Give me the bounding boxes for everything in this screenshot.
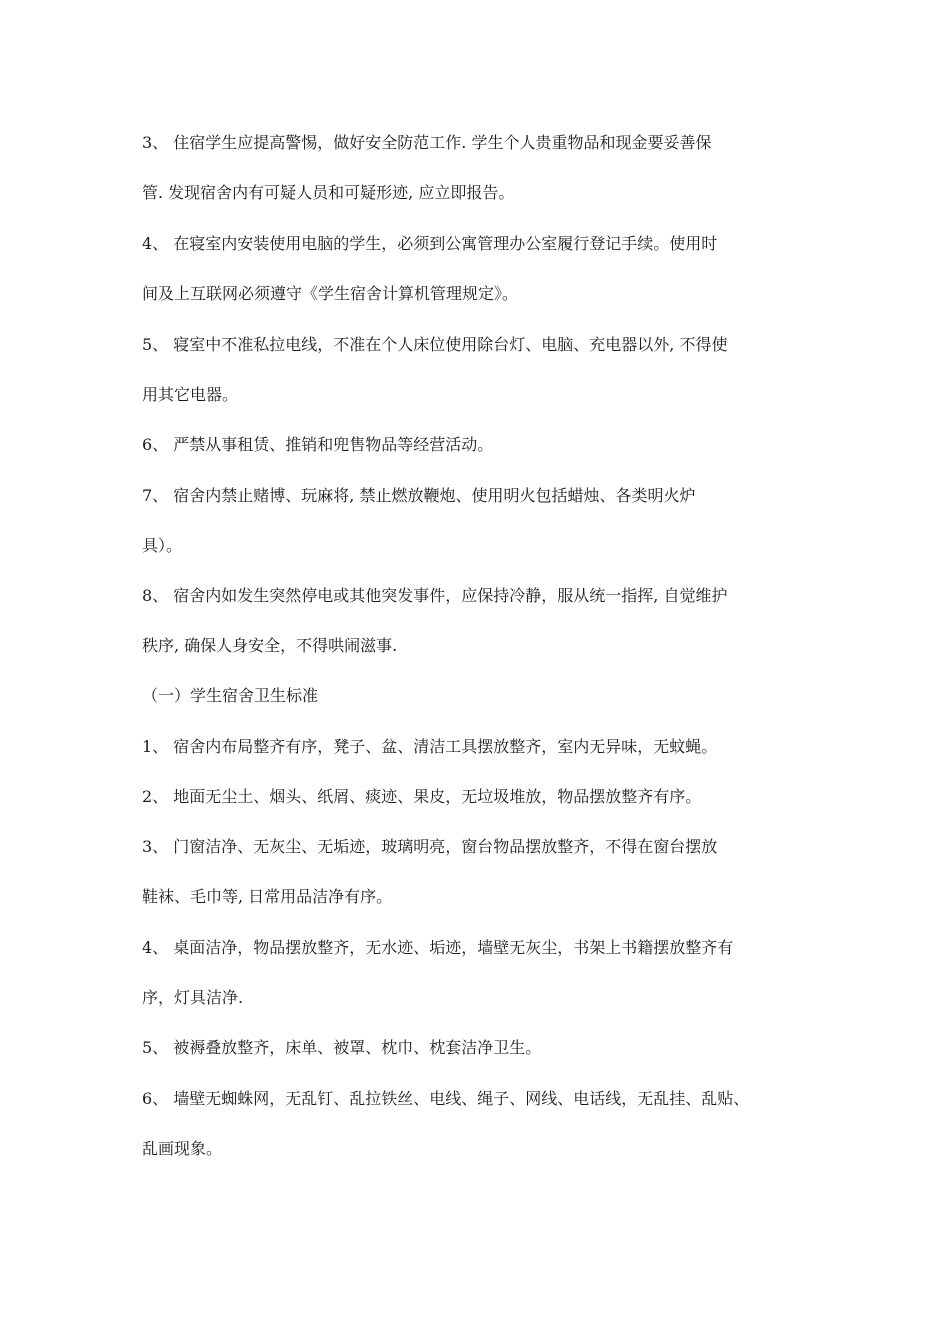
text-line: 2、 地面无尘土、烟头、纸屑、痰迹、果皮，无垃圾堆放，物品摆放整齐有序。 (142, 787, 702, 806)
text-line: 6、 严禁从事租赁、推销和兜售物品等经营活动。 (142, 435, 494, 454)
text-line: 间及上互联网必须遵守《学生宿舍计算机管理规定》。 (142, 284, 519, 303)
section-heading: （一）学生宿舍卫生标准 (142, 686, 319, 705)
text-line: 5、 寝室中不准私拉电线，不准在个人床位使用除台灯、电脑、充电器以外, 不得使 (142, 335, 728, 354)
text-line: 秩序, 确保人身安全，不得哄闹滋事. (142, 636, 398, 655)
text-line: 3、 住宿学生应提高警惕，做好安全防范工作. 学生个人贵重物品和现金要妥善保 (142, 133, 712, 152)
text-line: 4、 桌面洁净，物品摆放整齐，无水迹、垢迹，墙壁无灰尘，书架上书籍摆放整齐有 (142, 938, 734, 957)
text-line: 3、 门窗洁净、无灰尘、无垢迹，玻璃明亮，窗台物品摆放整齐，不得在窗台摆放 (142, 837, 718, 856)
text-line: 4、 在寝室内安装使用电脑的学生，必须到公寓管理办公室履行登记手续。使用时 (142, 234, 718, 253)
text-line: 5、 被褥叠放整齐，床单、被罩、枕巾、枕套洁净卫生。 (142, 1038, 542, 1057)
text-line: 6、 墙壁无蜘蛛网，无乱钉、乱拉铁丝、电线、绳子、网线、电话线，无乱挂、乱贴、 (142, 1089, 750, 1108)
text-line: 乱画现象。 (142, 1139, 223, 1158)
text-line: 8、 宿舍内如发生突然停电或其他突发事件，应保持冷静，服从统一指挥, 自觉维护 (142, 586, 728, 605)
text-line: 序，灯具洁净. (142, 988, 244, 1007)
text-line: 管. 发现宿舍内有可疑人员和可疑形迹, 应立即报告。 (142, 183, 515, 202)
text-line: 鞋袜、毛巾等, 日常用品洁净有序。 (142, 887, 393, 906)
text-line: 用其它电器。 (142, 385, 239, 404)
text-line: 7、 宿舍内禁止赌博、玩麻将, 禁止燃放鞭炮、使用明火包括蜡烛、各类明火炉 (142, 486, 696, 505)
text-line: 具）。 (142, 536, 183, 555)
text-line: 1、 宿舍内布局整齐有序，凳子、盆、清洁工具摆放整齐，室内无异味，无蚊蝇。 (142, 737, 718, 756)
